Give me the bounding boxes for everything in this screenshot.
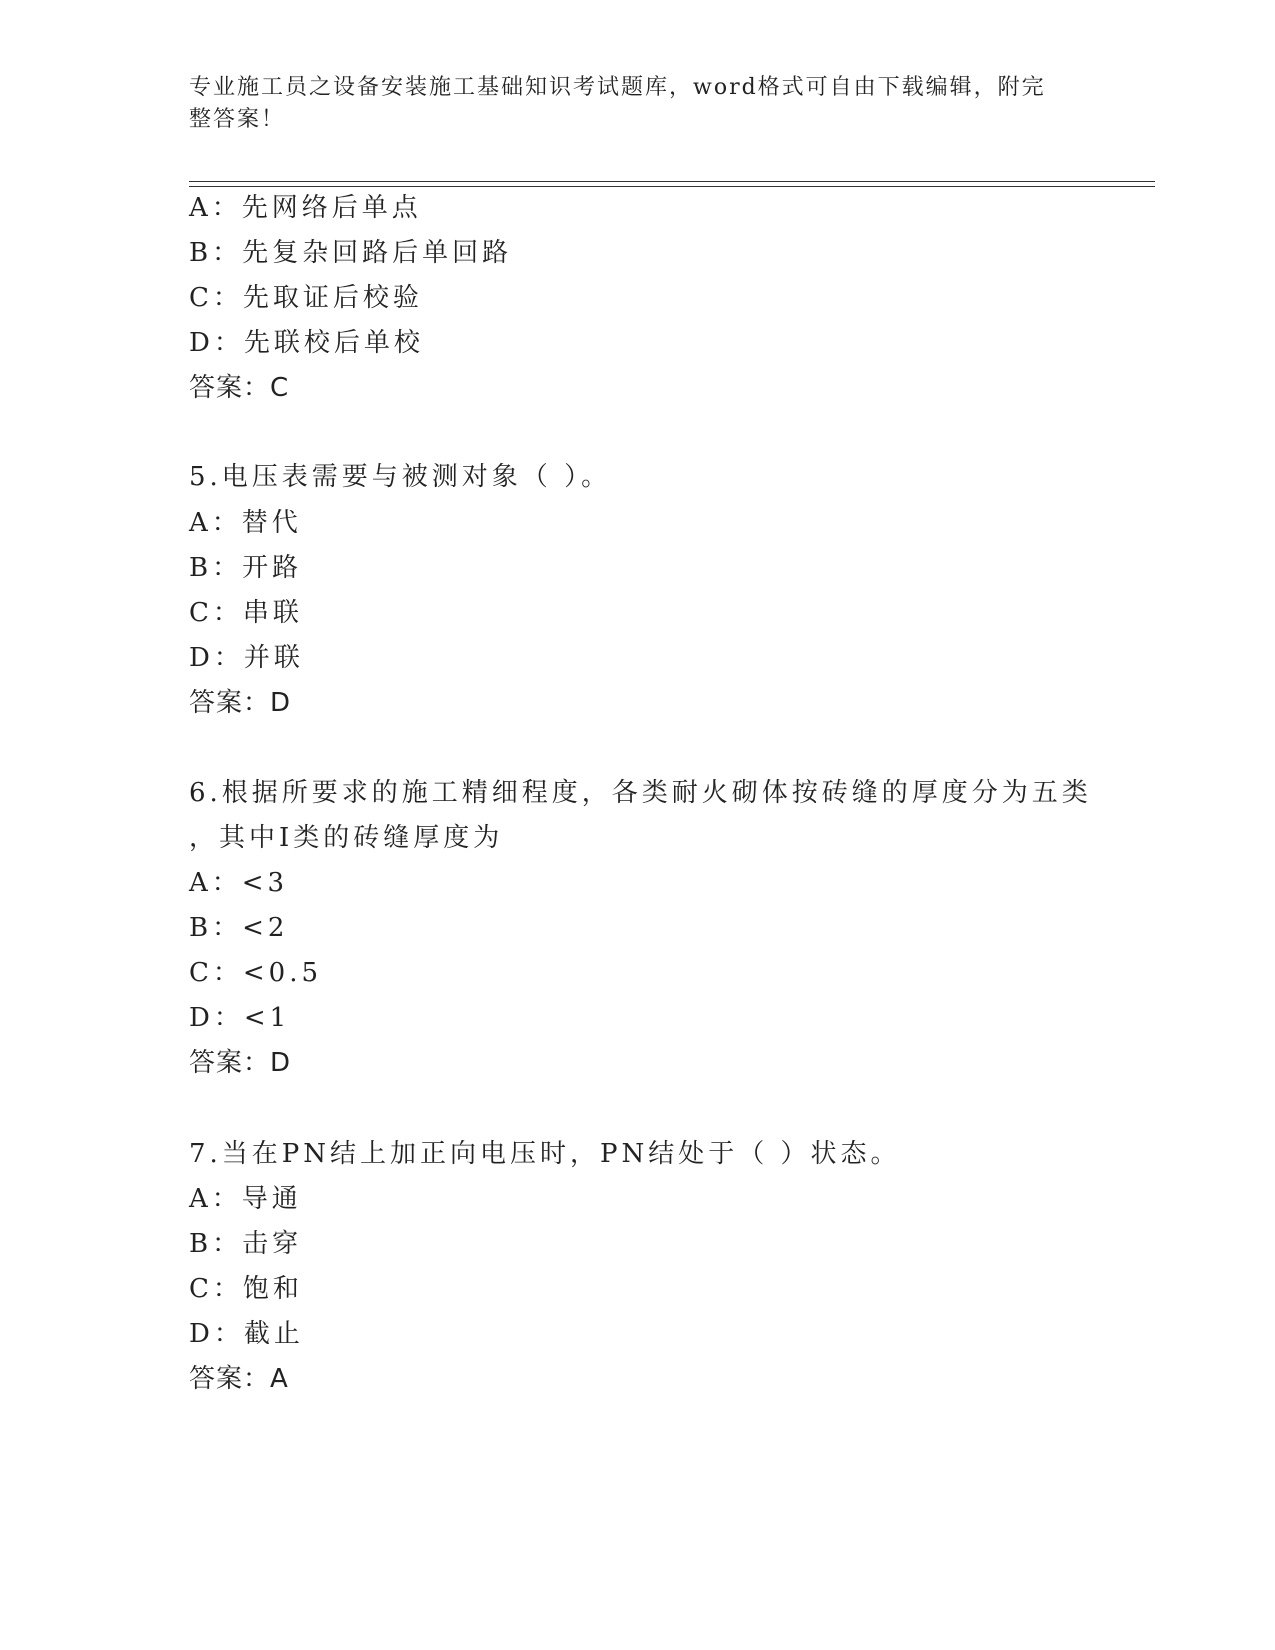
q6-question-line-1: 6.根据所要求的施工精细程度，各类耐火砌体按砖缝的厚度分为五类 [189,778,1092,808]
q7-answer: 答案：A [189,1364,289,1394]
q6-question-line-2: ，其中Ⅰ类的砖缝厚度为 [189,823,504,853]
q5-question: 5.电压表需要与被测对象（ ）。 [189,462,612,492]
header-divider-top [189,181,1155,182]
q5-option-c: C：串联 [189,598,303,628]
q6-option-a: A：<3 [189,868,289,898]
header-divider-bottom [189,186,1155,187]
q5-answer: 答案：D [189,688,292,718]
q7-option-d: D：截止 [189,1319,304,1349]
q4-answer: 答案：C [189,373,290,403]
q4-option-c: C：先取证后校验 [189,283,423,313]
document-header [189,72,1069,136]
q6-option-c: C：<0.5 [189,958,323,988]
q4-option-a: A：先网络后单点 [189,193,422,223]
q6-option-d: D：<1 [189,1003,291,1033]
q7-option-c: C：饱和 [189,1274,303,1304]
header-line-1: 专业施工员之设备安装施工基础知识考试题库，word格式可自由下载编辑，附完 [189,75,1046,100]
q7-question: 7.当在PN结上加正向电压时，PN结处于（ ）状态。 [189,1139,901,1169]
q7-option-a: A：导通 [189,1184,302,1214]
q5-option-b: B：开路 [189,553,303,583]
header-line-2: 整答案！ [189,107,286,132]
q5-option-a: A：替代 [189,508,302,538]
q4-option-b: B：先复杂回路后单回路 [189,238,513,268]
q4-option-d: D：先联校后单校 [189,328,424,358]
q7-option-b: B：击穿 [189,1229,303,1259]
q6-option-b: B：<2 [189,913,289,943]
q6-answer: 答案：D [189,1048,292,1078]
q5-option-d: D：并联 [189,643,304,673]
